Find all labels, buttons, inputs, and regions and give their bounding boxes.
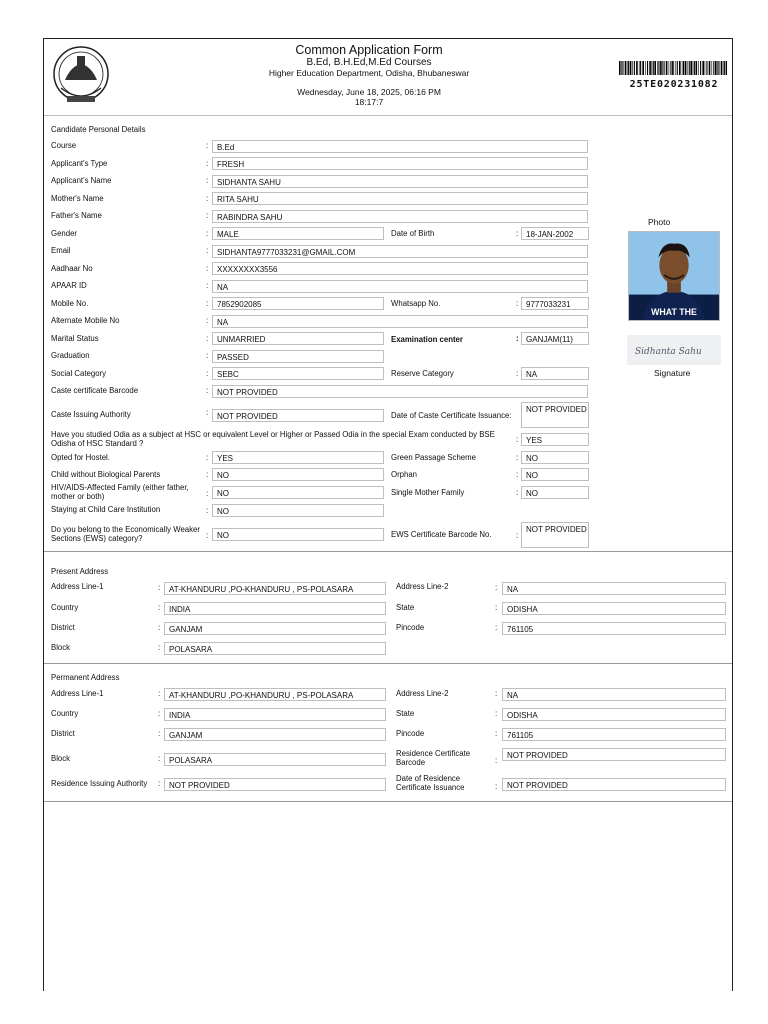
marital-label: Marital Status — [51, 334, 99, 343]
permanent-line2-value: NA — [502, 688, 726, 701]
odia-label: Have you studied Odia as a subject at HSC or equivalent Level or Higher or Passed Odia in the special Exam conducted by BSE Odisha of HSC Standard ? — [51, 430, 495, 448]
name-value: SIDHANTA SAHU — [212, 175, 588, 188]
form-time: 18:17:7 — [354, 97, 384, 107]
aadhaar-label: Aadhaar No — [51, 264, 93, 273]
alt-mobile-value: NA — [212, 315, 588, 328]
section-title: Candidate Personal Details — [51, 125, 146, 134]
single-mother-label: Single Mother Family — [391, 488, 465, 497]
personal-details-section: Candidate Personal Details Photo WHAT THE Sidhanta Sahu Signature Course : B.Ed Applicant's Type : FRESH Applicant's Name : SIDHANTA SAHU Mother's Name : RITA SAHU Father's Name : RABINDRA SAHU Gender : MALE Date of Birth : 18-JAN-2002 Email : SIDHANTA9777033231@GMAIL.COM Aadhaar No : XXXXXXXX3556 APAAR ID : NA Mobile No. : 7852902085 Whatsapp No. : 9777033231 Alternate Mobile No : NA Marital Status : UNMARRIED Examination center : GANJAM(11) Graduation : PASSED Social Category : SEBC Reserve Category : NA Caste certificate Barcode : NOT PROVIDED Caste Issuing Authority : NOT PROVIDED Date of Caste Certificate Issuance: NOT PROVIDED Have you studied Odia as a subject at HSC or equivalent Level or Higher or Passed Odia in the special Exam conducted by BSE Odisha of HSC Standard ? : YES Opted for Hostel. : YES Green Passage Scheme : NO Child without Biological Parents : NO Orphan : NO HIV/AIDS-Affected Family (either father, mother or both) : NO Single Mother Family : NO Staying at Child Care Institution : NO Do you belong to the Economically Weaker Sections (EWS) category? : NO EWS Certificate Barcode No. : NOT PROVIDED — [44, 117, 732, 552]
course-value: B.Ed — [212, 140, 588, 153]
childcare-label: Staying at Child Care Institution — [51, 505, 161, 514]
present-district-value: GANJAM — [164, 622, 386, 635]
section-title: Present Address — [51, 567, 109, 576]
gender-value: MALE — [212, 227, 384, 240]
present-block-label: Block — [51, 643, 71, 652]
green-label: Green Passage Scheme — [391, 453, 476, 462]
res-authority-label: Residence Issuing Authority — [51, 779, 148, 788]
dob-label: Date of Birth — [391, 229, 435, 238]
permanent-pincode-value: 761105 — [502, 728, 726, 741]
permanent-address-section: Permanent Address Address Line-1 : AT-KHANDURU ,PO-KHANDURU , PS-POLASARA Address Line-2 : NA Country : INDIA State : ODISHA District : GANJAM Pincode : 761105 Block : POLASARA Residence Certificate Barcode : NOT PROVIDED Residence Issuing Authority : NOT PROVIDED Date of Residence Certificate Issuance : NOT PROVIDED — [44, 665, 732, 802]
ews-barcode-value: NOT PROVIDED — [521, 522, 589, 548]
svg-text:WHAT THE: WHAT THE — [651, 307, 697, 318]
present-line2-label: Address Line-2 — [396, 582, 449, 591]
single-mother-value: NO — [521, 486, 589, 499]
type-value: FRESH — [212, 157, 588, 170]
caste-barcode-label: Caste certificate Barcode — [51, 386, 139, 395]
course-label: Course — [51, 141, 77, 150]
alt-mobile-label: Alternate Mobile No — [51, 316, 120, 325]
form-header — [44, 39, 732, 116]
hiv-value: NO — [212, 486, 384, 499]
whatsapp-value: 9777033231 — [521, 297, 589, 310]
hostel-label: Opted for Hostel. — [51, 453, 110, 462]
form-date: Wednesday, June 18, 2025, 06:16 PM — [297, 87, 441, 97]
email-label: Email — [51, 246, 71, 255]
caste-date-value: NOT PROVIDED — [521, 402, 589, 428]
permanent-state-label: State — [396, 709, 415, 718]
caste-authority-value: NOT PROVIDED — [212, 409, 384, 422]
gender-label: Gender — [51, 229, 78, 238]
graduation-value: PASSED — [212, 350, 384, 363]
aadhaar-value: XXXXXXXX3556 — [212, 262, 588, 275]
barcode-image — [619, 61, 727, 75]
social-value: SEBC — [212, 367, 384, 380]
present-line1-label: Address Line-1 — [51, 582, 104, 591]
permanent-line2-label: Address Line-2 — [396, 689, 449, 698]
permanent-pincode-label: Pincode — [396, 729, 425, 738]
child-label: Child without Biological Parents — [51, 470, 161, 479]
permanent-block-label: Block — [51, 754, 71, 763]
present-district-label: District — [51, 623, 75, 632]
mother-value: RITA SAHU — [212, 192, 588, 205]
hostel-value: YES — [212, 451, 384, 464]
caste-date-label: Date of Caste Certificate Issuance: — [391, 411, 512, 420]
barcode-number: 25TE020231082 — [629, 79, 719, 90]
exam-center-value: GANJAM(11) — [521, 332, 589, 345]
marital-value: UNMARRIED — [212, 332, 384, 345]
form-title: Common Application Form — [295, 43, 443, 57]
hiv-label: HIV/AIDS-Affected Family (either father, mother or both) — [51, 483, 189, 501]
permanent-line1-label: Address Line-1 — [51, 689, 104, 698]
ews-value: NO — [212, 528, 384, 541]
photo-label: Photo — [648, 217, 671, 227]
present-country-value: INDIA — [164, 602, 386, 615]
present-state-value: ODISHA — [502, 602, 726, 615]
whatsapp-label: Whatsapp No. — [391, 299, 441, 308]
mother-label: Mother's Name — [51, 194, 104, 203]
form-courses: B.Ed, B.H.Ed,M.Ed Courses — [306, 57, 432, 68]
orphan-value: NO — [521, 468, 589, 481]
res-barcode-label: Residence Certificate Barcode — [396, 749, 471, 767]
present-line2-value: NA — [502, 582, 726, 595]
section-title: Permanent Address — [51, 673, 120, 682]
present-state-label: State — [396, 603, 415, 612]
father-value: RABINDRA SAHU — [212, 210, 588, 223]
res-date-label: Date of Residence Certificate Issuance — [396, 774, 465, 792]
caste-authority-label: Caste Issuing Authority — [51, 410, 131, 419]
present-block-value: POLASARA — [164, 642, 386, 655]
dob-value: 18-JAN-2002 — [521, 227, 589, 240]
green-value: NO — [521, 451, 589, 464]
present-pincode-label: Pincode — [396, 623, 425, 632]
present-line1-value: AT-KHANDURU ,PO-KHANDURU , PS-POLASARA — [164, 582, 386, 595]
mobile-value: 7852902085 — [212, 297, 384, 310]
signature-label: Signature — [654, 368, 691, 378]
present-address-section: Present Address Address Line-1 : AT-KHANDURU ,PO-KHANDURU , PS-POLASARA Address Line-2 : NA Country : INDIA State : ODISHA District : GANJAM Pincode : 761105 Block : POLASARA — [44, 559, 732, 664]
permanent-line1-value: AT-KHANDURU ,PO-KHANDURU , PS-POLASARA — [164, 688, 386, 701]
permanent-district-label: District — [51, 729, 75, 738]
apaar-label: APAAR ID — [51, 281, 87, 290]
child-value: NO — [212, 468, 384, 481]
father-label: Father's Name — [51, 211, 102, 220]
svg-text:Sidhanta Sahu: Sidhanta Sahu — [635, 347, 702, 357]
permanent-block-value: POLASARA — [164, 753, 386, 766]
apaar-value: NA — [212, 280, 588, 293]
permanent-state-value: ODISHA — [502, 708, 726, 721]
mobile-label: Mobile No. — [51, 299, 89, 308]
permanent-country-value: INDIA — [164, 708, 386, 721]
type-label: Applicant's Type — [51, 159, 108, 168]
caste-barcode-value: NOT PROVIDED — [212, 385, 588, 398]
social-label: Social Category — [51, 369, 107, 378]
name-label: Applicant's Name — [51, 176, 112, 185]
orphan-label: Orphan — [391, 470, 418, 479]
present-country-label: Country — [51, 603, 79, 612]
present-pincode-value: 761105 — [502, 622, 726, 635]
ews-barcode-label: EWS Certificate Barcode No. — [391, 530, 492, 539]
reserve-label: Reserve Category — [391, 369, 454, 378]
graduation-label: Graduation — [51, 351, 90, 360]
signature-image — [627, 335, 721, 365]
exam-center-label: Examination center — [391, 335, 463, 344]
permanent-country-label: Country — [51, 709, 79, 718]
form-department: Higher Education Department, Odisha, Bhubaneswar — [268, 68, 470, 78]
reserve-value: NA — [521, 367, 589, 380]
res-barcode-value: NOT PROVIDED — [502, 748, 726, 761]
odia-value: YES — [521, 433, 589, 446]
permanent-district-value: GANJAM — [164, 728, 386, 741]
ews-label: Do you belong to the Economically Weaker Sections (EWS) category? — [51, 525, 200, 543]
childcare-value: NO — [212, 504, 384, 517]
application-form — [43, 38, 733, 991]
res-date-value: NOT PROVIDED — [502, 778, 726, 791]
res-authority-value: NOT PROVIDED — [164, 778, 386, 791]
email-value: SIDHANTA9777033231@GMAIL.COM — [212, 245, 588, 258]
candidate-photo — [628, 231, 720, 321]
